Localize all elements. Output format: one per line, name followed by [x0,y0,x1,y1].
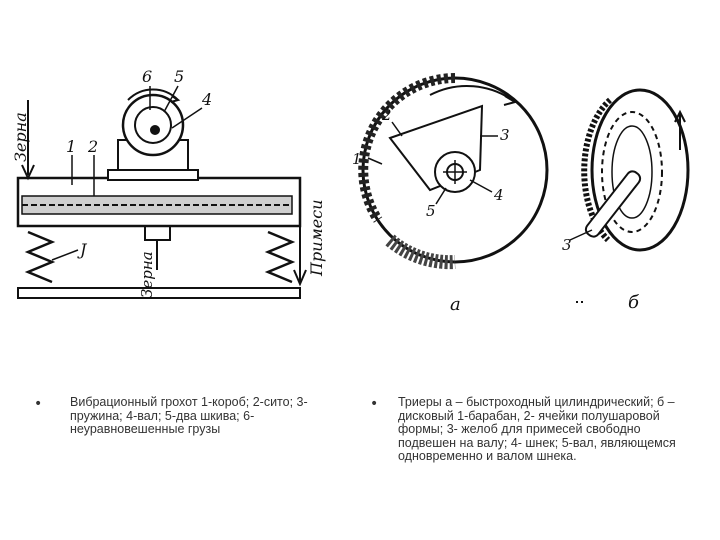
trier-diagram [330,40,720,330]
label-a: а [450,294,461,315]
bullet-left: • [34,396,43,412]
label-zerna-top: Зерна [11,112,30,162]
spring-left [28,232,52,282]
label-r-1: 1 [352,150,362,168]
pulley [123,95,183,155]
label-3: J [80,240,87,259]
base-plate [18,288,300,298]
label-r-5: 5 [426,202,436,220]
bullet-right: • [370,396,379,412]
label-r-3: 3 [500,126,510,144]
label-5: 5 [174,67,185,86]
caption-right: Триеры а – быстроходный цилиндрический; б – дисковый 1-барабан, 2- ячейки полушаровой формы; 3- желоб для примесей свободно подвешен на валу; 4- шнек; 5-вал, являющемся одновременно и валом шнека. [398,395,676,463]
vibrating-screen-diagram [0,0,340,320]
label-6: 6 [142,67,153,86]
spring-right [268,232,292,282]
label-2: 2 [88,137,99,156]
label-1: 1 [66,137,77,156]
label-primesi: Примеси [307,199,326,276]
label-zerna-bottom: Зерна [138,251,156,298]
grain-outlet [145,226,170,240]
caption-left: Вибрационный грохот 1-короб; 2-сито; 3-пружина; 4-вал; 5-два шкива; 6-неуравновешенные грузы [70,395,308,436]
label-r-2: 2 [382,106,392,124]
label-b: б [628,292,639,313]
label-disk-3: 3 [562,236,572,254]
label-4: 4 [202,90,213,109]
label-r-4: 4 [494,186,504,204]
